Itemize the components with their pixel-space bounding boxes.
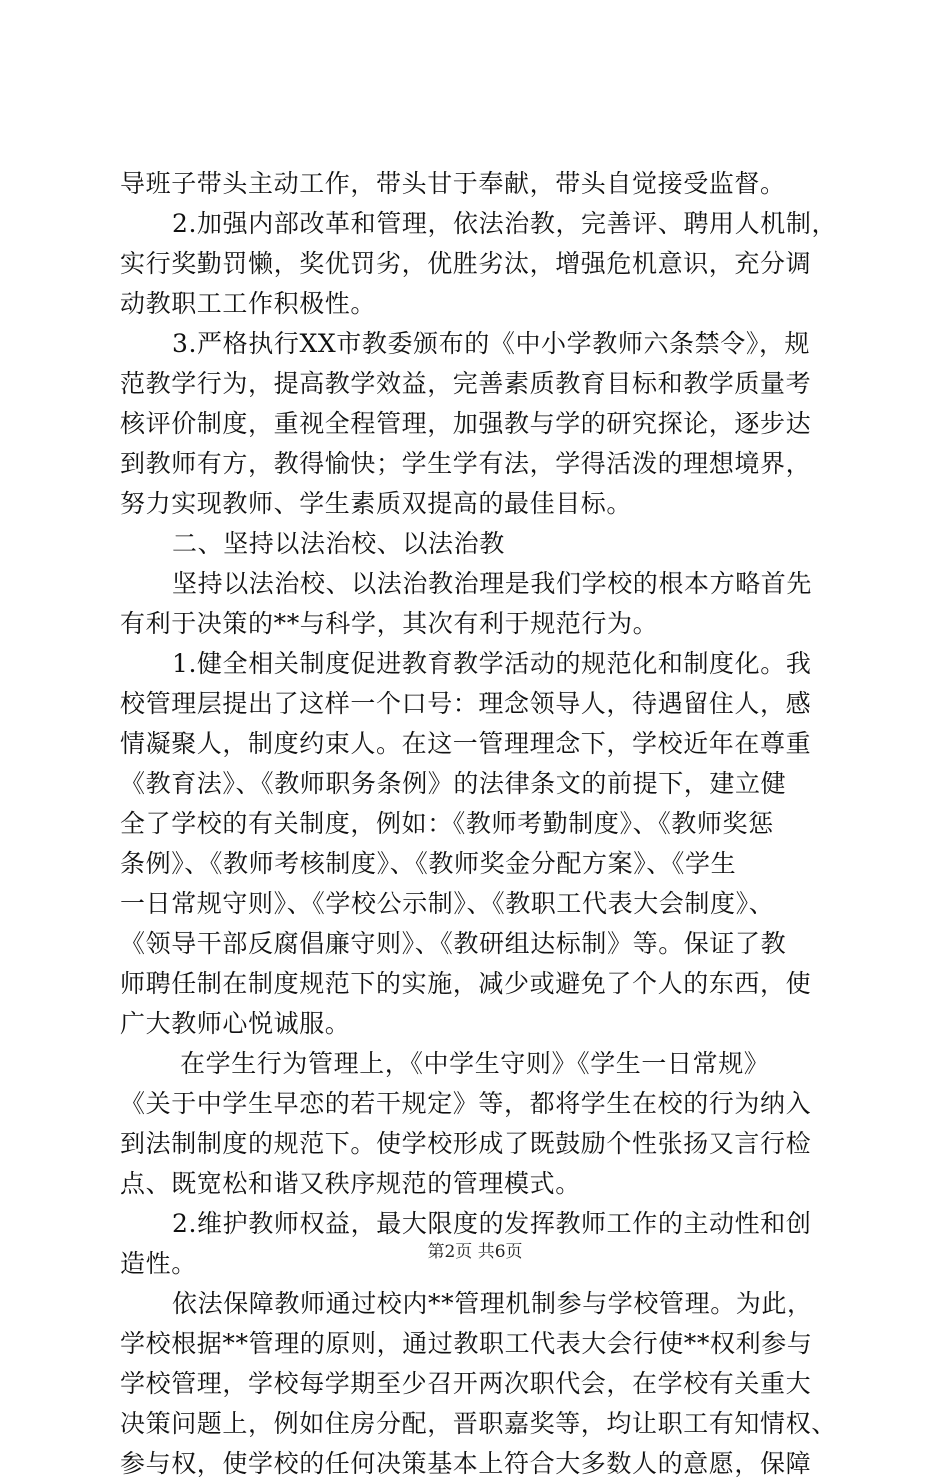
text-line: 坚持以法治校、以法治教治理是我们学校的根本方略首先 (172, 569, 813, 598)
text-line: 学校根据**管理的原则，通过教职工代表大会行使**权利参与 (120, 1329, 813, 1358)
text-line: 《关于中学生早恋的若干规定》等，都将学生在校的行为纳入 (120, 1089, 812, 1118)
text-line: 努力实现教师、学生素质双提高的最佳目标。 (120, 489, 633, 518)
text-line: 学校管理，学校每学期至少召开两次职代会，在学校有关重大 (120, 1369, 812, 1398)
text-line: 核评价制度，重视全程管理，加强教与学的研究探论，逐步达 (120, 409, 812, 438)
text-line: 造性。 (120, 1249, 197, 1278)
text-line: 范教学行为，提高教学效益，完善素质教育目标和教学质量考 (120, 369, 812, 398)
text-line: 到法制制度的规范下。使学校形成了既鼓励个性张扬又言行检 (120, 1129, 812, 1158)
text-line: 《领导干部反腐倡廉守则》、《教研组达标制》等。保证了教 (120, 929, 787, 958)
text-line: 情凝聚人，制度约束人。在这一管理理念下，学校近年在尊重 (120, 729, 812, 758)
text-line: 参与权，使学校的任何决策基本上符合大多数人的意愿，保障 (120, 1449, 812, 1478)
text-line: 2.维护教师权益，最大限度的发挥教师工作的主动性和创 (172, 1209, 812, 1238)
text-line: 条例》、《教师考核制度》、《教师奖金分配方案》、《学生 (120, 849, 737, 878)
text-line: 校管理层提出了这样一个口号：理念领导人，待遇留住人，感 (120, 689, 812, 718)
text-line: 一日常规守则》、《学校公示制》、《教职工代表大会制度》、 (120, 889, 775, 918)
text-line: 在学生行为管理上，《中学生守则》《学生一日常规》 (180, 1049, 770, 1078)
text-line: 依法保障教师通过校内**管理机制参与学校管理。为此， (172, 1289, 813, 1318)
text-line: 全了学校的有关制度，例如：《教师考勤制度》、《教师奖惩 (120, 809, 774, 838)
text-line: 《教育法》、《教师职务条例》的法律条文的前提下，建立健 (120, 769, 787, 798)
text-line: 3.严格执行XX市教委颁布的《中小学教师六条禁令》，规 (172, 329, 811, 358)
text-line: 动教职工工作积极性。 (120, 289, 377, 318)
text-line: 1.健全相关制度促进教育教学活动的规范化和制度化。我 (172, 649, 812, 678)
section-heading: 二、坚持以法治校、以法治教 (172, 529, 505, 558)
text-line: 到教师有方，教得愉快；学生学有法，学得活泼的理想境界， (120, 449, 812, 478)
text-line: 广大教师心悦诚服。 (120, 1009, 351, 1038)
text-line: 决策问题上，例如住房分配，晋职嘉奖等，均让职工有知情权、 (120, 1409, 837, 1438)
text-line: 师聘任制在制度规范下的实施，减少或避免了个人的东西，使 (120, 969, 812, 998)
document-body (120, 164, 840, 1484)
text-line: 有利于决策的**与科学，其次有利于规范行为。 (120, 609, 659, 638)
text-line: 2.加强内部改革和管理，依法治教，完善评、聘用人机制， (172, 209, 838, 238)
page-number-footer: 第2页 共6页 (427, 1242, 523, 1262)
text-line: 点、既宽松和谐又秩序规范的管理模式。 (120, 1169, 581, 1198)
text-line: 导班子带头主动工作，带头甘于奉献，带头自觉接受监督。 (120, 169, 786, 198)
text-line: 实行奖勤罚懒，奖优罚劣，优胜劣汰，增强危机意识，充分调 (120, 249, 812, 278)
